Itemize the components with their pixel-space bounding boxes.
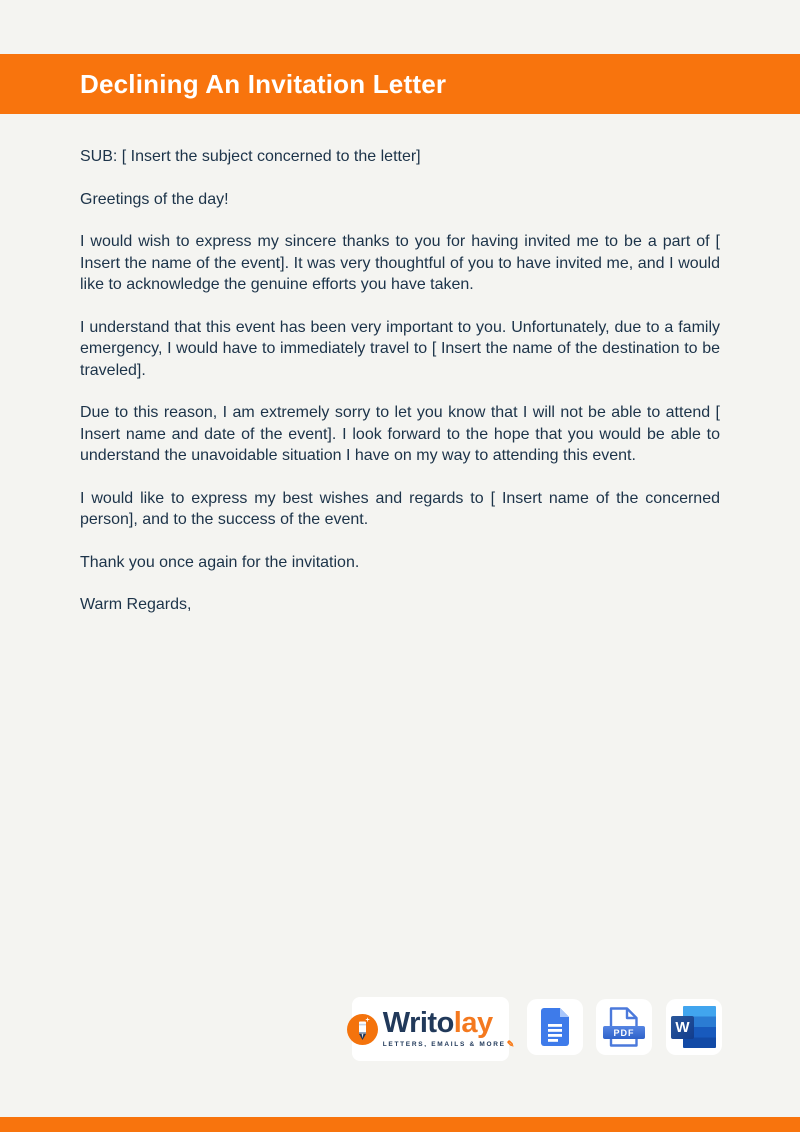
letter-body [80,146,720,637]
brand-name: Writolay [382,1006,493,1039]
letter-subject: SUB: [ Insert the subject concerned to the letter] [80,148,421,165]
word-download-button[interactable] [666,999,722,1055]
letter-paragraph: I would like to express my best wishes and regards to [ Insert name of the concerned person], and to the success of the event. [80,489,720,528]
header-band [0,54,800,114]
page-title: Declining An Invitation Letter [80,68,447,99]
writolay-logo[interactable] [352,997,515,1061]
word-letter-label: W [671,1016,694,1039]
letter-closing: Thank you once again for the invitation. [80,553,360,571]
writolay-pencil-circle-icon [347,1014,378,1045]
brand-tagline: LETTERS, EMAILS & MORE ✎ [382,1038,515,1049]
tagline-pencil-icon: ✎ [506,1038,515,1049]
google-docs-icon [541,1008,569,1046]
letter-paragraph: I would wish to express my sincere thanks to you for having invited me to be a part of [ Insert the name of the event]. It was very thoughtful of you to have invited me, and I would like to acknowledge the genuine efforts you have taken. [80,233,720,293]
pdf-icon [607,1007,641,1047]
letter-greeting: Greetings of the day! [80,190,229,208]
letter-paragraph: Due to this reason, I am extremely sorry to let you know that I will not be able to attend [ Insert name and date of the event]. I look forward to the hope that you would be able to understand the unavoidable situation I have on my way to attending this event. [80,404,720,464]
footer-accent-strip [0,1117,800,1132]
word-icon [671,1005,717,1049]
letter-paragraphs [80,231,720,531]
svg-text:+: + [365,1016,370,1024]
google-docs-download-button[interactable] [527,999,583,1055]
pdf-banner-label: PDF [603,1026,645,1039]
letter-signoff: Warm Regards, [80,596,192,613]
letter-paragraph: I understand that this event has been very important to you. Unfortunately, due to a family emergency, I would have to immediately travel to [ Insert the name of the destination to be traveled]. [80,318,720,379]
pdf-download-button[interactable] [596,999,652,1055]
